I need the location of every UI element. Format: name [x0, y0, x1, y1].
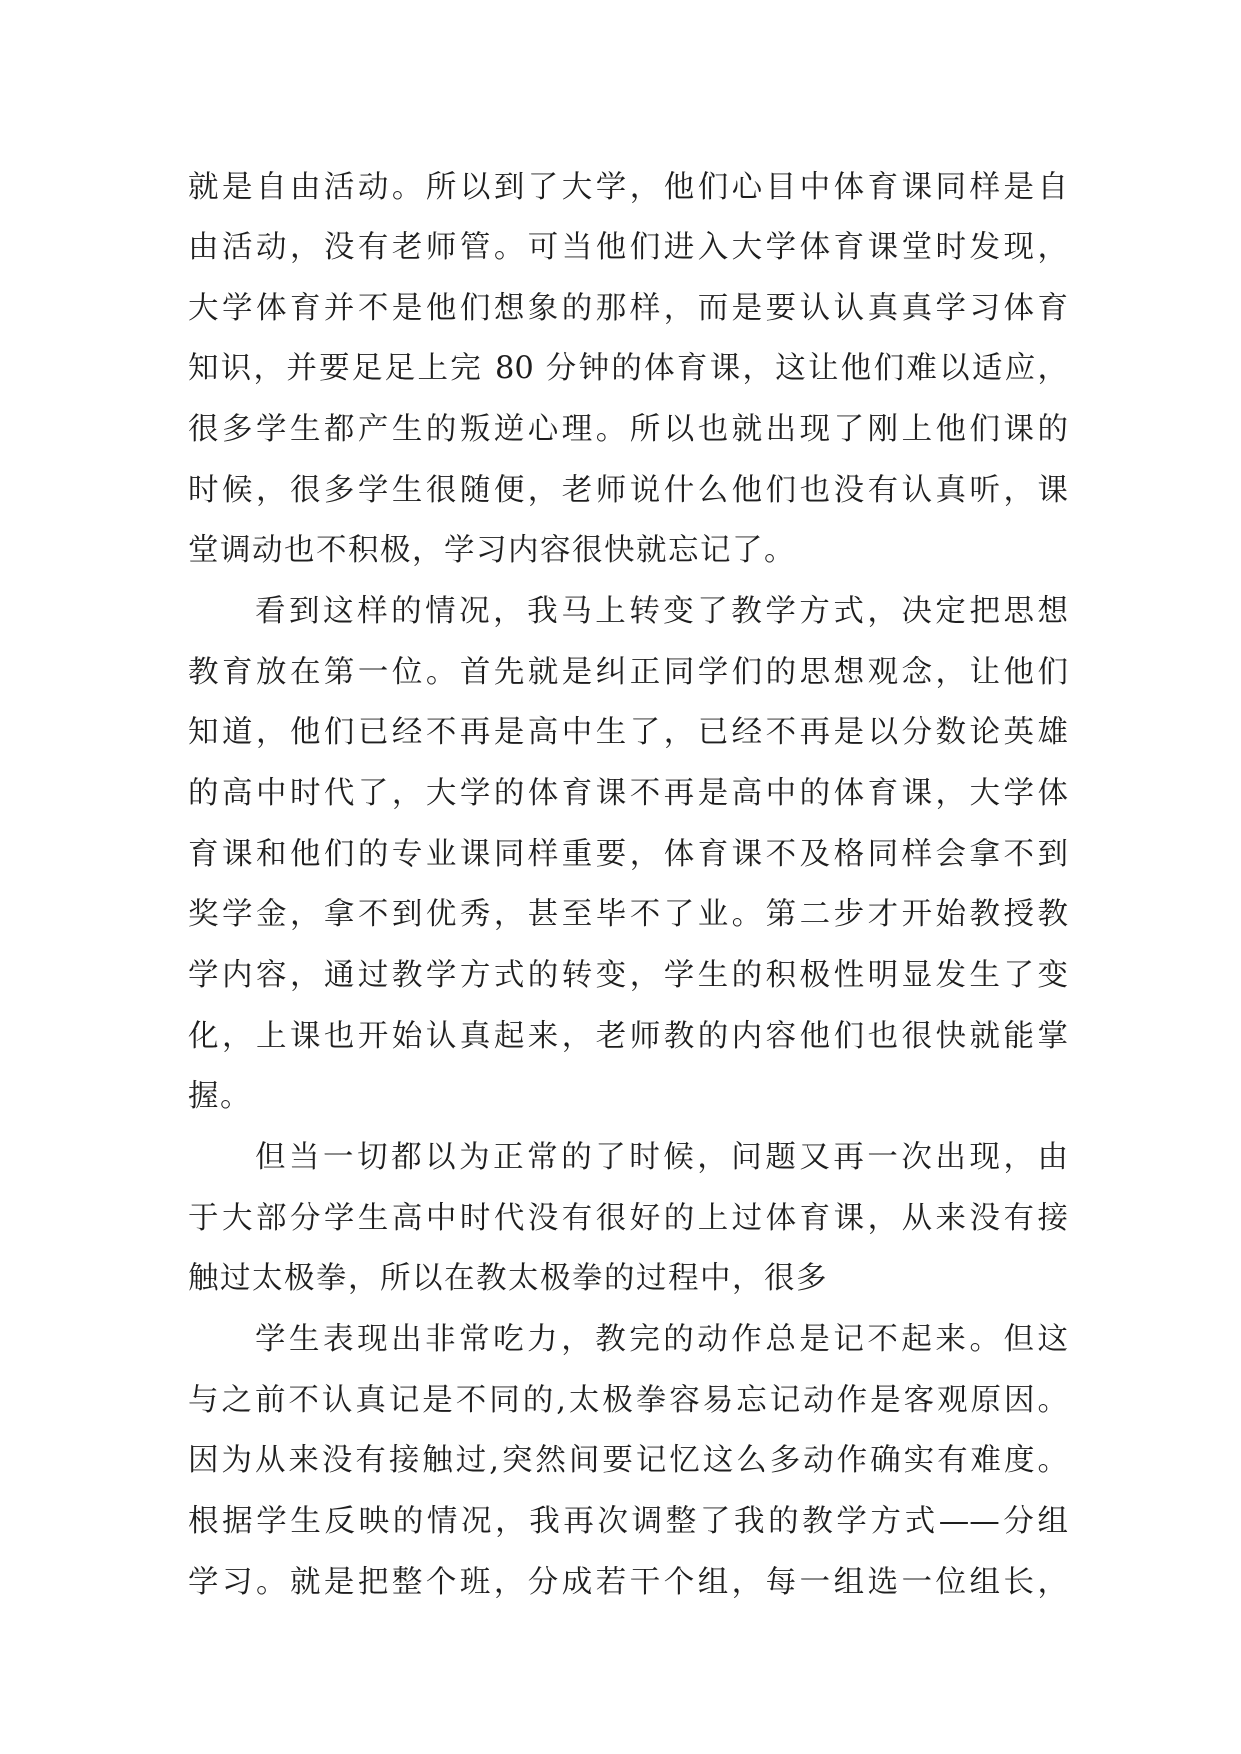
body-text-line: 于大部分学生高中时代没有很好的上过体育课，从来没有接 [188, 1201, 1068, 1236]
body-text-line: 育课和他们的专业课同样重要，体育课不及格同样会拿不到 [188, 837, 1068, 872]
body-text-line: 学内容，通过教学方式的转变，学生的积极性明显发生了变 [188, 958, 1068, 993]
body-text-line: 奖学金，拿不到优秀，甚至毕不了业。第二步才开始教授教 [188, 897, 1068, 932]
body-text-line: 知道，他们已经不再是高中生了，已经不再是以分数论英雄 [188, 715, 1068, 750]
body-text-line: 教育放在第一位。首先就是纠正同学们的思想观念，让他们 [188, 655, 1068, 690]
body-text-line: 学习。就是把整个班，分成若干个组，每一组选一位组长， [188, 1565, 1068, 1600]
body-text-line: 的高中时代了，大学的体育课不再是高中的体育课，大学体 [188, 776, 1068, 811]
body-text-line: 时候，很多学生很随便，老师说什么他们也没有认真听，课 [188, 473, 1068, 508]
body-text-line: 触过太极拳，所以在教太极拳的过程中，很多 [188, 1261, 828, 1296]
body-text-line: 很多学生都产生的叛逆心理。所以也就出现了刚上他们课的 [188, 412, 1068, 447]
paragraph-first-line: 看到这样的情况，我马上转变了教学方式，决定把思想 [255, 594, 1068, 629]
body-text-line: 就是自由活动。所以到了大学，他们心目中体育课同样是自 [188, 170, 1068, 205]
body-text-line: 根据学生反映的情况，我再次调整了我的教学方式——分组 [188, 1504, 1068, 1539]
body-text-line: 因为从来没有接触过,突然间要记忆这么多动作确实有难度。 [188, 1443, 1068, 1478]
body-text-line: 握。 [188, 1079, 252, 1114]
body-text-line: 堂调动也不积极，学习内容很快就忘记了。 [188, 533, 796, 568]
paragraph-first-line: 学生表现出非常吃力，教完的动作总是记不起来。但这 [255, 1322, 1068, 1357]
body-text-line: 化，上课也开始认真起来，老师教的内容他们也很快就能掌 [188, 1019, 1068, 1054]
paragraph-first-line: 但当一切都以为正常的了时候，问题又再一次出现，由 [255, 1140, 1068, 1175]
body-text-line: 知识，并要足足上完 80 分钟的体育课，这让他们难以适应， [188, 351, 1068, 386]
body-text-line: 由活动，没有老师管。可当他们进入大学体育课堂时发现， [188, 230, 1068, 265]
body-text-line: 大学体育并不是他们想象的那样，而是要认认真真学习体育 [188, 291, 1068, 326]
body-text-line: 与之前不认真记是不同的,太极拳容易忘记动作是客观原因。 [188, 1383, 1068, 1418]
